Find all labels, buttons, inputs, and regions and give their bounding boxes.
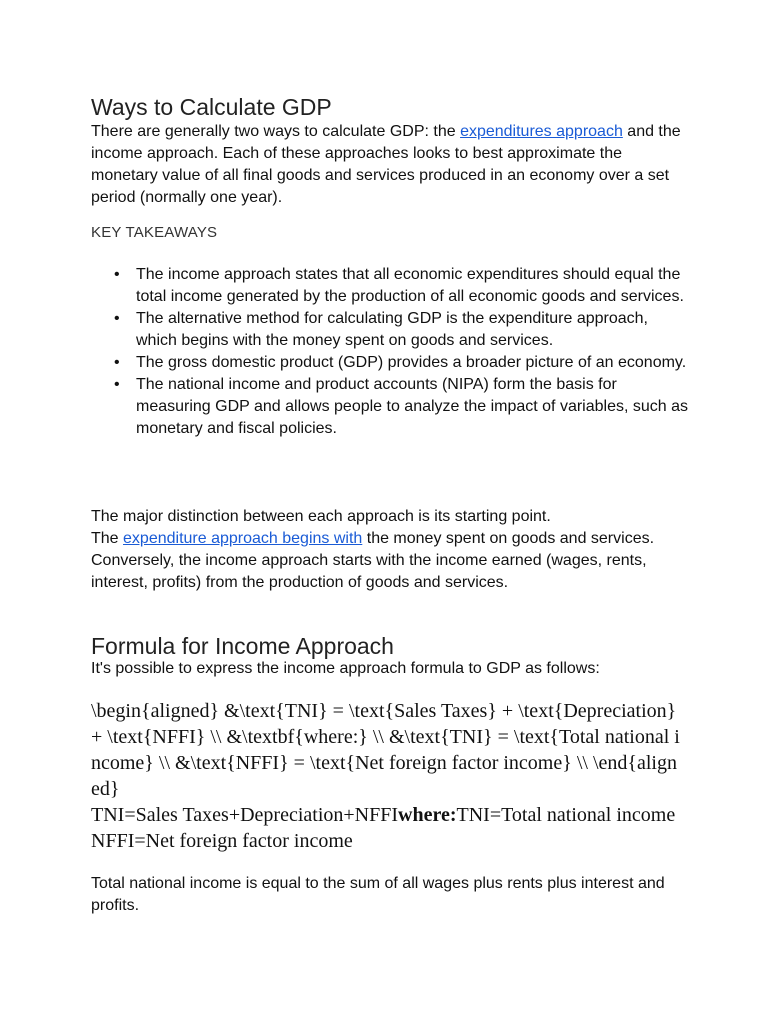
distinction-body [91,528,691,594]
bullet-icon: • [114,376,120,393]
section-heading-ways-to-calculate: Ways to Calculate GDP [91,94,332,120]
closing-paragraph: Total national income is equal to the sum of all wages plus rents plus interest and profits. [91,875,665,914]
expenditures-approach-link[interactable]: expenditures approach [460,123,623,140]
distinction-text-end: the money spent on goods and services. Conversely, the income approach starts with the income earned (wages, rents, interest, profits) from the production of goods and services. [91,530,655,591]
formula-intro: It's possible to express the income approach formula to GDP as follows: [91,660,600,677]
key-takeaways-list [91,264,691,440]
formula-rendered-where: where: [398,804,457,826]
distinction-text-start: The [91,530,124,547]
intro-text-start: There are generally two ways to calculate GDP: the [91,123,461,140]
bullet-icon: • [114,266,120,283]
formula-rendered-part1: TNI=Sales Taxes+Depreciation+NFFI [91,804,399,826]
key-takeaways-label: KEY TAKEAWAYS [91,224,218,241]
list-item [91,352,691,374]
list-item [91,308,691,352]
list-item-text: The income approach states that all economic expenditures should equal the total income generated by the production of all economic goods and services. [136,266,684,305]
list-item [91,264,691,308]
list-item-text: The national income and product accounts (NIPA) form the basis for measuring GDP and allows people to analyze the impact of variables, such as monetary and fiscal policies. [136,376,689,437]
expenditure-approach-link[interactable]: expenditure approach begins with [123,530,363,547]
list-item [91,374,691,440]
formula-rendered-part2: TNI=Total national incomeNFFI=Net foreign factor income [91,804,676,852]
bullet-icon: • [114,354,120,371]
intro-paragraph [91,121,691,209]
distinction-line: The major distinction between each approach is its starting point. [91,508,551,525]
formula-latex-source: \begin{aligned} &\text{TNI} = \text{Sales Taxes} + \text{Depreciation} + \text{NFFI} \\ &\textbf{where:} \\ &\text{TNI} = \text{Total national income} \\ &\text{NFFI} = \text{Net foreign factor income} \\ \end{aligned} [91,700,680,800]
list-item-text: The alternative method for calculating GDP is the expenditure approach, which begins with the money spent on goods and services. [136,310,648,349]
distinction-paragraph [91,506,691,594]
list-item-text: The gross domestic product (GDP) provides a broader picture of an economy. [136,354,687,371]
intro-text-end: and the income approach. Each of these approaches looks to best approximate the monetary value of all final goods and services produced in an economy over a set period (normally one year). [91,123,681,206]
section-heading-formula: Formula for Income Approach [91,633,394,659]
formula-block [91,698,683,854]
formula-rendered [91,802,683,854]
bullet-icon: • [114,310,120,327]
